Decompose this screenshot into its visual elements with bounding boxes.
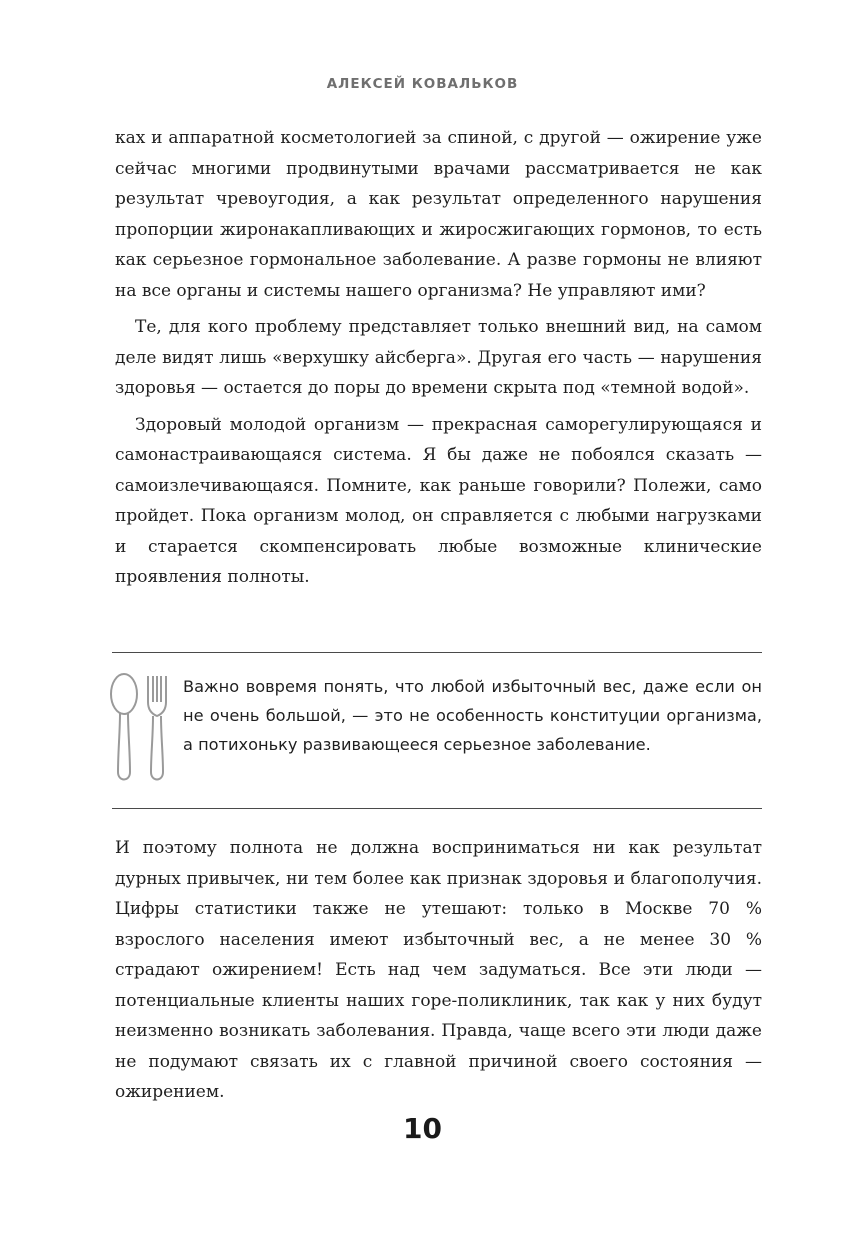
page-number: 10 (403, 1112, 442, 1145)
paragraph: Здоровый молодой организм — прекрасная саморегулирующаяся и самонастраивающаяся система. Я бы даже не побоялся сказать — самоизлечивающаяся. Помните, как раньше говорили? Полежи, само пройдет. Пока организм молод, он справляется с любыми нагрузками и старается скомпенсировать любые возможные клинические проявления полноты. (115, 414, 762, 587)
body-text-top (115, 123, 762, 593)
spoon-fork-icon (102, 672, 178, 794)
paragraph: ках и аппаратной косметологией за спиной, с другой — ожирение уже сейчас многими продвинутыми врачами рассматривается не как результат чревоугодия, а как результат определенного нарушения пропорции жиронакапливающих и жиросжигающих гормонов, то есть как серьезное гормональное заболевание. А разве гормоны не влияют на все органы и системы нашего организма? Не управляют ими? (115, 128, 762, 301)
callout-top-divider (112, 652, 762, 653)
callout-bottom-divider (112, 808, 762, 809)
paragraph: И поэтому полнота не должна восприниматься ни как результат дурных привычек, ни тем более как признак здоровья и благополучия. Цифры статистики также не утешают: только в Москве 70 % взрослого населения имеют избыточный вес, а не менее 30 % страдают ожирением! Есть над чем задуматься. Все эти люди — потенциальные клиенты наших горе-поликлиник, так как у них будут неизменно возникать заболевания. Правда, чаще всего эти люди даже не подумают связать их с главной причиной своего состояния — ожирением. (115, 838, 762, 1102)
running-head: АЛЕКСЕЙ КОВАЛЬКОВ (326, 76, 519, 92)
callout-text: Важно вовремя понять, что любой избыточный вес, даже если он не очень большой, — это не особенность конституции организма, а потихоньку развивающееся серьезное заболевание. (183, 677, 762, 754)
paragraph: Те, для кого проблему представляет только внешний вид, на самом деле видят лишь «верхушку айсберга». Другая его часть — нарушения здоровья — остается до поры до времени скрыта под «темной водой». (115, 317, 762, 398)
body-text-bottom (115, 833, 762, 1108)
